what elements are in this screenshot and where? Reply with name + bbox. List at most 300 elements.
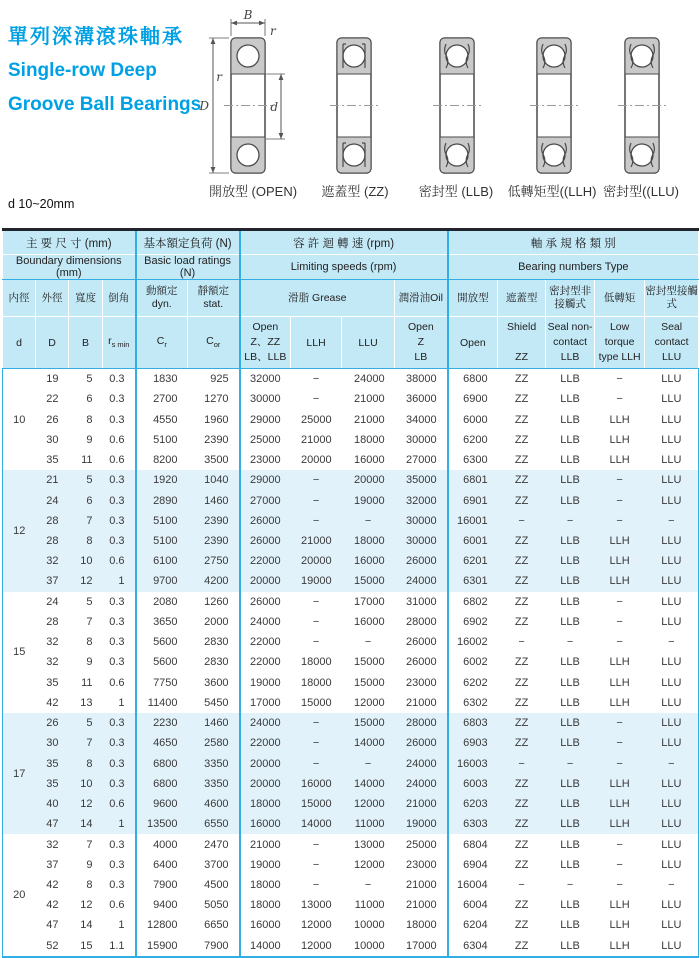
table-header	[3, 230, 699, 369]
dim-label-d: d	[270, 100, 278, 114]
table-row	[3, 592, 699, 612]
cell-bearing-number-open: 6304	[463, 939, 488, 952]
table-row	[3, 632, 699, 652]
cell-dynamic-rating: 6400	[153, 858, 178, 871]
cell-bearing-number-llh: −	[595, 733, 645, 753]
cell-bearing-number-llb: LLB	[560, 919, 580, 932]
cell-dynamic-rating: 15900	[146, 939, 178, 952]
cell-bearing-number-zz: ZZ	[514, 656, 529, 669]
cell-bearing-number-llu: LLU	[645, 531, 699, 551]
cell-bearing-number-open: 6302	[463, 696, 488, 709]
cell-outer-diameter: 35	[36, 753, 69, 773]
cell-width: 10	[69, 774, 103, 794]
header-group-row-zh	[3, 230, 699, 255]
cell-grease-llu-speed: −	[364, 878, 372, 891]
cell-bearing-number-llu: LLU	[661, 899, 682, 912]
cell-grease-llh-speed: −	[312, 373, 320, 386]
cell-bearing-number-llb: LLB	[560, 615, 580, 628]
cell-grease-open-speed: 20000	[240, 774, 291, 794]
cell-static-rating: 6650	[188, 915, 240, 935]
header-type-seal-contact: Seal contact LLU	[645, 317, 699, 369]
cell-width: 5	[86, 373, 93, 386]
cell-grease-llu-speed: 10000	[353, 939, 385, 952]
cell-grease-llu-speed: 11000	[354, 899, 385, 912]
cell-bearing-number-open: 6303	[448, 814, 498, 834]
cell-width: 6	[86, 393, 93, 406]
cell-bearing-number-open: 6803	[448, 713, 498, 733]
bearing-caption-zz: 遮蓋型 (ZZ)	[321, 184, 389, 199]
cell-bearing-number-llu: LLU	[661, 858, 682, 871]
cell-bearing-number-llb: LLB	[560, 676, 580, 689]
cell-bearing-number-llu: −	[645, 753, 699, 773]
cell-grease-open-speed: 26000	[249, 595, 281, 608]
cell-bearing-number-llu: LLU	[661, 595, 682, 608]
header-type-seal-noncontact-zh: 密封型非接觸式	[546, 280, 595, 317]
cell-chamfer: 0.3	[103, 511, 136, 531]
cell-width: 15	[80, 939, 93, 952]
table-row	[3, 652, 699, 672]
header-bearing-numbers-zh: 軸 承 規 格 類 別	[448, 230, 699, 255]
cell-bearing-number-open: 6800	[463, 373, 488, 386]
header-limiting-speeds-zh: 容 許 迴 轉 速 (rpm)	[240, 230, 448, 255]
cell-bearing-number-llu: LLU	[645, 713, 699, 733]
header-load-ratings-zh: 基本額定負荷 (N)	[136, 230, 240, 255]
cell-chamfer: 0.3	[103, 470, 136, 490]
table-row	[3, 693, 699, 713]
header-type-seal-noncontact: Seal non- contact LLB	[546, 317, 595, 369]
cell-chamfer: 0.3	[103, 855, 136, 875]
cell-chamfer: 1	[103, 915, 136, 935]
cell-width: 12	[69, 794, 103, 814]
cell-grease-llh-speed: 21000	[300, 433, 332, 446]
title-english-line2: Groove Ball Bearings	[8, 94, 202, 115]
cell-width: 12	[69, 571, 103, 591]
cell-grease-llu-speed: 21000	[353, 393, 385, 406]
cell-width: 12	[80, 899, 93, 912]
cell-bearing-number-llh: LLH	[609, 676, 630, 689]
cell-bearing-number-open: 6901	[448, 490, 498, 510]
cell-dynamic-rating: 1830	[153, 373, 178, 386]
table-row	[3, 814, 699, 834]
cell-bearing-number-llh: −	[616, 636, 623, 649]
cell-bearing-number-open: 6801	[448, 470, 498, 490]
cell-outer-diameter: 24	[36, 490, 69, 510]
cell-dynamic-rating: 9400	[153, 899, 178, 912]
cell-oil-open-speed: 18000	[395, 915, 448, 935]
bearing-diagrams	[0, 0, 700, 215]
cell-dynamic-rating: 2080	[153, 595, 178, 608]
cell-static-rating: 1460	[188, 490, 240, 510]
cell-outer-diameter: 42	[46, 878, 59, 891]
cell-oil-open-speed: 26000	[395, 733, 448, 753]
cell-bearing-number-llu: −	[645, 511, 699, 531]
cell-bearing-number-llh: LLH	[595, 774, 645, 794]
cell-grease-llu-speed: 18000	[353, 433, 385, 446]
cell-static-rating: 1260	[188, 592, 240, 612]
cell-static-rating: 2830	[188, 652, 240, 672]
cell-bearing-number-llh: LLH	[609, 454, 630, 467]
cell-width: 11	[81, 454, 93, 467]
cell-outer-diameter: 26	[36, 713, 69, 733]
cell-dynamic-rating: 7900	[153, 878, 178, 891]
cell-grease-open-speed: 20000	[240, 571, 291, 591]
cell-bearing-number-zz: ZZ	[514, 919, 529, 932]
cell-width: 9	[86, 656, 93, 669]
cell-grease-llu-speed: 21000	[353, 413, 385, 426]
cell-bearing-number-open: 6300	[463, 454, 488, 467]
cell-bearing-number-llh: −	[616, 393, 623, 406]
cell-grease-llu-speed: −	[364, 636, 372, 649]
header-bore-zh: 内徑	[3, 280, 36, 317]
cell-grease-open-speed: 20000	[240, 753, 291, 773]
cell-width: 8	[86, 413, 93, 426]
cell-outer-diameter: 30	[46, 433, 59, 446]
cell-width: 7	[69, 511, 103, 531]
cell-bearing-number-llh: LLH	[595, 814, 645, 834]
cell-bearing-number-open: 6903	[448, 733, 498, 753]
title-english-line1: Single-row Deep	[8, 60, 157, 81]
cell-width: 14	[80, 919, 93, 932]
cell-grease-open-speed: 21000	[249, 838, 281, 851]
cell-grease-open-speed: 16000	[240, 814, 291, 834]
cell-grease-open-speed: 16000	[249, 919, 281, 932]
cell-width: 13	[80, 696, 93, 709]
cell-chamfer: 0.6	[103, 794, 136, 814]
cell-grease-llh-speed: 15000	[291, 794, 342, 814]
cell-chamfer: 0.3	[103, 389, 136, 409]
cell-bearing-number-zz: ZZ	[498, 814, 546, 834]
cell-outer-diameter: 26	[46, 413, 59, 426]
cell-bearing-number-open: 6902	[463, 615, 488, 628]
cell-static-rating: 4200	[188, 571, 240, 591]
cell-grease-llu-speed: −	[342, 511, 395, 531]
cell-grease-llh-speed: 21000	[291, 531, 342, 551]
cell-width: 8	[86, 636, 93, 649]
header-symbol-r: $r_{s min}$	[103, 317, 136, 369]
cell-grease-llh-speed: −	[312, 858, 320, 871]
table-row	[3, 936, 699, 957]
cell-grease-open-speed: 18000	[249, 878, 281, 891]
table-row	[3, 389, 699, 409]
cell-grease-llu-speed: 14000	[342, 733, 395, 753]
bearing-caption-llh: 低轉矩型((LLH)	[507, 184, 597, 199]
header-symbol-row	[3, 317, 699, 369]
cell-bearing-number-open: 6201	[448, 551, 498, 571]
cell-grease-open-speed: 29000	[240, 470, 291, 490]
cell-grease-llh-speed: −	[312, 615, 320, 628]
cell-dynamic-rating: 5100	[153, 433, 178, 446]
cell-bearing-number-zz: ZZ	[514, 615, 529, 628]
header-grease-llu: LLU	[342, 317, 395, 369]
cell-grease-llh-speed: −	[312, 878, 320, 891]
cell-grease-llh-speed: −	[312, 393, 320, 406]
cell-chamfer: 0.3	[103, 652, 136, 672]
cell-grease-llh-speed: 12000	[300, 939, 332, 952]
cell-bearing-number-llh: LLH	[609, 656, 630, 669]
cell-oil-open-speed: 32000	[395, 490, 448, 510]
cell-oil-open-speed: 35000	[395, 470, 448, 490]
cell-bearing-number-llb: LLB	[560, 696, 580, 709]
cell-bearing-number-open: 6900	[463, 393, 488, 406]
cell-grease-llh-speed: 13000	[300, 899, 332, 912]
bearing-caption-llb: 密封型 (LLB)	[418, 184, 494, 199]
cell-grease-open-speed: 22000	[240, 733, 291, 753]
cell-chamfer: 0.3	[103, 592, 136, 612]
cell-static-rating: 1270	[188, 389, 240, 409]
cell-static-rating: 3600	[188, 673, 240, 693]
cell-bearing-number-zz: ZZ	[514, 676, 529, 689]
table-row	[3, 673, 699, 693]
cell-grease-open-speed: 19000	[249, 858, 281, 871]
cell-dynamic-rating: 11400	[147, 696, 178, 709]
title-chinese: 單列深溝滾珠軸承	[8, 26, 184, 48]
cell-bearing-number-llh: −	[616, 878, 623, 891]
cell-width: 11	[81, 676, 93, 689]
table-row	[3, 470, 699, 490]
cell-dynamic-rating: 5100	[136, 531, 188, 551]
cell-bearing-number-llu: LLU	[661, 615, 682, 628]
cell-grease-open-speed: 22000	[249, 656, 281, 669]
cell-bearing-number-llb: LLB	[546, 794, 595, 814]
cell-bearing-number-llh: −	[616, 858, 623, 871]
cell-grease-llh-speed: 16000	[291, 774, 342, 794]
cell-oil-open-speed: 23000	[395, 673, 448, 693]
cell-chamfer: 1	[103, 814, 136, 834]
cell-dynamic-rating: 3650	[153, 615, 178, 628]
cell-bearing-number-llu: LLU	[645, 571, 699, 591]
bearing-caption-llu: 密封型((LLU)	[603, 184, 679, 199]
cell-grease-llh-speed: 15000	[300, 696, 332, 709]
cell-bearing-number-zz: ZZ	[514, 838, 529, 851]
cell-grease-llu-speed: 24000	[353, 373, 385, 386]
cell-chamfer: 0.3	[103, 369, 136, 390]
cell-static-rating: 2390	[188, 430, 240, 450]
cell-outer-diameter: 32	[36, 551, 69, 571]
cell-bearing-number-zz: −	[518, 878, 525, 891]
header-dynamic-rating: 動額定dyn.	[136, 280, 188, 317]
cell-outer-diameter: 28	[46, 615, 59, 628]
cell-bearing-number-llu: LLU	[645, 794, 699, 814]
cell-chamfer: 0.3	[103, 834, 136, 854]
header-bearing-numbers-en: Bearing numbers Type	[448, 255, 699, 280]
cell-chamfer: 0.3	[103, 490, 136, 510]
cell-oil-open-speed: 21000	[395, 693, 448, 713]
cell-bearing-number-llu: LLU	[645, 490, 699, 510]
cell-grease-llh-speed: 20000	[291, 551, 342, 571]
table-row	[3, 531, 699, 551]
cell-dynamic-rating: 5600	[153, 656, 178, 669]
cell-bearing-number-zz: −	[518, 636, 525, 649]
cell-oil-open-speed: 28000	[395, 713, 448, 733]
cell-bearing-number-open: 6000	[463, 413, 488, 426]
dim-label-D: D	[199, 99, 209, 113]
cell-bearing-number-zz: ZZ	[514, 696, 529, 709]
cell-grease-llu-speed: 15000	[353, 676, 385, 689]
header-type-shield: Shield ZZ	[498, 317, 546, 369]
cell-bearing-number-llh: −	[616, 615, 623, 628]
cell-bearing-number-zz: ZZ	[514, 433, 529, 446]
table-row	[3, 409, 699, 429]
table-row	[3, 551, 699, 571]
cell-static-rating: 2000	[188, 612, 240, 632]
cell-oil-open-speed: 30000	[395, 511, 448, 531]
cell-bearing-number-open: 6001	[448, 531, 498, 551]
cell-static-rating: 4600	[188, 794, 240, 814]
cell-oil-open-speed: 24000	[395, 571, 448, 591]
cell-outer-diameter: 32	[46, 656, 59, 669]
cell-width: 5	[69, 470, 103, 490]
cell-oil-open-speed: 26000	[395, 652, 448, 672]
cell-static-rating: 5450	[188, 693, 240, 713]
cell-oil-open-speed: 17000	[395, 936, 448, 957]
cell-bearing-number-llu: LLU	[661, 919, 682, 932]
cell-outer-diameter: 32	[46, 636, 59, 649]
cell-static-rating: 7900	[188, 936, 240, 957]
cell-chamfer: 0.3	[103, 531, 136, 551]
cell-bearing-number-llh: −	[595, 713, 645, 733]
cell-grease-llu-speed: 19000	[342, 490, 395, 510]
dim-label-B: B	[243, 8, 253, 22]
cell-grease-llu-speed: 12000	[342, 794, 395, 814]
cell-width: 7	[86, 615, 93, 628]
cell-bearing-number-llh: LLH	[595, 794, 645, 814]
header-type-open-zh: 開放型	[448, 280, 498, 317]
cell-bearing-number-llh: LLH	[595, 531, 645, 551]
cell-bearing-number-llb: LLB	[560, 433, 580, 446]
cell-bearing-number-open: 6204	[463, 919, 488, 932]
cell-oil-open-speed: 27000	[395, 450, 448, 470]
cell-static-rating: 2470	[188, 834, 240, 854]
cell-chamfer: 0.6	[103, 430, 136, 450]
cell-bearing-number-zz: ZZ	[514, 899, 529, 912]
cell-bearing-number-llu: LLU	[661, 454, 682, 467]
cell-outer-diameter: 47	[36, 814, 69, 834]
cell-chamfer: 0.6	[103, 895, 136, 915]
bearing-diagram-zz	[330, 38, 378, 173]
table-row	[3, 774, 699, 794]
cell-bearing-number-llu: LLU	[645, 551, 699, 571]
cell-oil-open-speed: 25000	[395, 834, 448, 854]
cell-grease-open-speed: 30000	[249, 393, 281, 406]
cell-chamfer: 0.3	[103, 733, 136, 753]
cell-bearing-number-zz: ZZ	[514, 393, 529, 406]
cell-dynamic-rating: 8200	[153, 454, 178, 467]
cell-width: 8	[86, 878, 93, 891]
cell-dynamic-rating: 2230	[136, 713, 188, 733]
cell-bearing-number-llb: LLB	[546, 470, 595, 490]
cell-bearing-number-llu: LLU	[645, 814, 699, 834]
cell-bearing-number-llb: −	[566, 878, 574, 891]
cell-bearing-number-llu: LLU	[645, 774, 699, 794]
cell-width: 5	[69, 713, 103, 733]
cell-outer-diameter: 32	[46, 838, 59, 851]
header-oil-open-types: Open Z LB	[395, 317, 448, 369]
cell-bearing-number-open: 6301	[448, 571, 498, 591]
cell-chamfer: 1	[103, 571, 136, 591]
cell-outer-diameter: 40	[36, 794, 69, 814]
cell-outer-diameter: 24	[46, 595, 59, 608]
cell-bearing-number-zz: ZZ	[498, 794, 546, 814]
cell-grease-open-speed: 26000	[240, 511, 291, 531]
cell-bearing-number-llb: LLB	[560, 899, 580, 912]
cell-grease-llh-speed: 12000	[300, 919, 332, 932]
cell-bearing-number-open: 6200	[463, 433, 488, 446]
cell-dynamic-rating: 6800	[136, 753, 188, 773]
bore-group-label: 20	[13, 889, 26, 902]
cell-width: 14	[69, 814, 103, 834]
cell-static-rating: 2750	[188, 551, 240, 571]
cell-grease-llu-speed: 15000	[342, 713, 395, 733]
cell-width: 9	[86, 858, 93, 871]
table-row	[3, 915, 699, 935]
cell-oil-open-speed: 24000	[395, 753, 448, 773]
cell-oil-open-speed: 23000	[395, 855, 448, 875]
cell-grease-llh-speed: 25000	[300, 413, 332, 426]
cell-oil-open-speed: 26000	[395, 632, 448, 652]
cell-bearing-number-open: 6804	[463, 838, 488, 851]
cell-bearing-number-zz: ZZ	[498, 470, 546, 490]
cell-bearing-number-llh: LLH	[609, 696, 630, 709]
cell-dynamic-rating: 12800	[146, 919, 178, 932]
cell-chamfer: 0.6	[103, 673, 136, 693]
cell-grease-open-speed: 23000	[249, 454, 281, 467]
cell-bearing-number-llh: −	[595, 490, 645, 510]
cell-bearing-number-llu: LLU	[661, 939, 682, 952]
cell-dynamic-rating: 5100	[136, 511, 188, 531]
cell-bearing-number-llu: LLU	[661, 413, 682, 426]
cell-dynamic-rating: 1920	[136, 470, 188, 490]
cell-bearing-number-zz: ZZ	[498, 774, 546, 794]
cell-grease-open-speed: 17000	[249, 696, 281, 709]
bearing-diagram-llh	[530, 38, 578, 173]
cell-grease-llu-speed: 13000	[353, 838, 385, 851]
cell-grease-llh-speed: 20000	[300, 454, 332, 467]
cell-grease-llu-speed: 14000	[342, 774, 395, 794]
cell-outer-diameter: 47	[46, 919, 59, 932]
header-oil: 潤滑油Oil	[395, 280, 448, 317]
cell-bearing-number-open: 6904	[463, 858, 488, 871]
cell-width: 7	[69, 733, 103, 753]
cell-oil-open-speed: 36000	[395, 389, 448, 409]
cell-bearing-number-llh: −	[616, 373, 623, 386]
cell-grease-llh-speed: −	[291, 470, 342, 490]
cell-bearing-number-llb: LLB	[560, 656, 580, 669]
bearing-caption-open: 開放型 (OPEN)	[208, 184, 298, 199]
cell-bearing-number-llb: −	[566, 636, 574, 649]
cell-width: 6	[69, 490, 103, 510]
cell-outer-diameter: 35	[46, 454, 59, 467]
table-body	[3, 369, 699, 957]
cell-grease-llh-speed: 19000	[291, 571, 342, 591]
cell-bearing-number-open: 6002	[463, 656, 488, 669]
cell-grease-open-speed: 22000	[240, 551, 291, 571]
cell-bearing-number-llh: −	[616, 838, 623, 851]
cell-bearing-number-llu: −	[668, 878, 675, 891]
cell-bearing-number-zz: ZZ	[498, 551, 546, 571]
cell-bearing-number-llb: LLB	[546, 733, 595, 753]
table-row	[3, 490, 699, 510]
cell-grease-llu-speed: −	[342, 753, 395, 773]
cell-outer-diameter: 22	[46, 393, 59, 406]
cell-bearing-number-llu: LLU	[661, 393, 682, 406]
cell-bearing-number-zz: ZZ	[514, 373, 529, 386]
cell-bearing-number-llb: LLB	[560, 838, 580, 851]
cell-width: 8	[69, 753, 103, 773]
table-row	[3, 834, 699, 854]
cell-outer-diameter: 37	[36, 571, 69, 591]
cell-bearing-number-llb: LLB	[560, 595, 580, 608]
cell-grease-llh-speed: −	[291, 511, 342, 531]
